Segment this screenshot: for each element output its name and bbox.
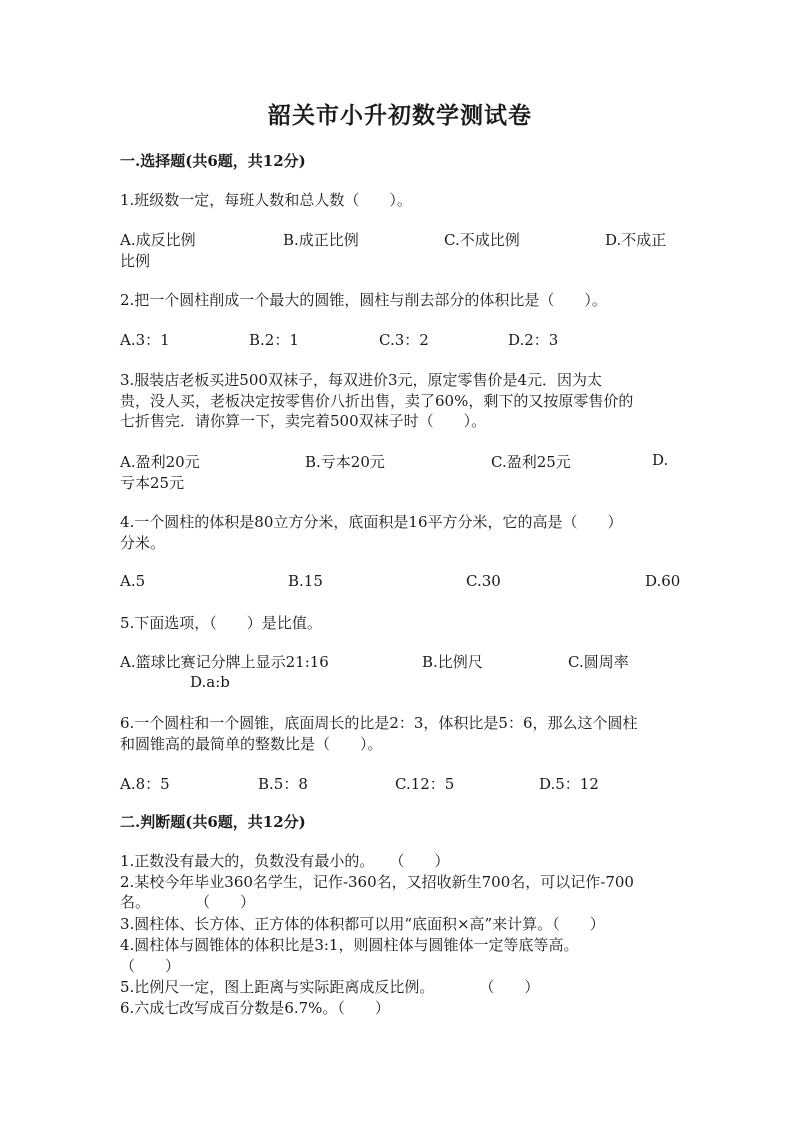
section-heading-judgement: 二.判断题(共6题，共12分) (120, 813, 306, 831)
question-6-line-2: 和圆锥高的最简单的整数比是（ ）。 (120, 735, 383, 753)
question-5-option-a: A.篮球比赛记分牌上显示21:16 (120, 653, 329, 671)
question-1-option-c: C.不成比例 (444, 231, 520, 249)
judgement-line: （ ） (120, 957, 181, 975)
question-1-option-d: D.不成正 (605, 231, 667, 249)
question-5-option-d: D.a:b (190, 673, 230, 691)
question-4-line-1: 4.一个圆柱的体积是80立方分米，底面积是16平方分米，它的高是（ ） (120, 513, 623, 531)
question-3-option-a: A.盈利20元 (120, 453, 200, 471)
question-4-option-c: C.30 (466, 572, 501, 590)
question-2-option-c: C.3：2 (379, 331, 429, 349)
question-3-line-3: 七折售完．请你算一下，卖完着500双袜子时（ ）。 (120, 412, 487, 430)
question-6-line-1: 6.一个圆柱和一个圆锥，底面周长的比是2：3，体积比是5：6，那么这个圆柱 (120, 714, 638, 732)
question-1-option-a: A.成反比例 (120, 231, 196, 249)
question-4-option-d: D.60 (645, 572, 681, 590)
question-1-text: 1.班级数一定，每班人数和总人数（ ）。 (120, 191, 412, 209)
judgement-line: 3.圆柱体、长方体、正方体的体积都可以用“底面积×高”来计算。（ ） (120, 915, 605, 933)
question-6-option-a: A.8：5 (120, 775, 170, 793)
question-2-option-a: A.3：1 (120, 331, 170, 349)
question-3-line-2: 贵，没人买，老板决定按零售价八折出售，卖了60%，剩下的又按原零售价的 (120, 392, 634, 410)
question-4-option-b: B.15 (288, 572, 323, 590)
question-5-text: 5.下面选项，（ ）是比值。 (120, 614, 322, 632)
exam-title: 韶关市小升初数学测试卷 (268, 102, 532, 129)
judgement-line: 名。 （ ） (120, 893, 256, 911)
question-5-option-b: B.比例尺 (422, 653, 483, 671)
question-6-option-c: C.12：5 (395, 775, 455, 793)
question-1-option-b: B.成正比例 (283, 231, 359, 249)
question-3-option-c: C.盈利25元 (491, 453, 571, 471)
question-3-option-b: B.亏本20元 (305, 453, 385, 471)
judgement-line: 6.六成七改写成百分数是6.7%。（ ） (120, 999, 390, 1017)
question-4-option-a: A.5 (120, 572, 146, 590)
question-5-option-c: C.圆周率 (568, 653, 629, 671)
question-1-option-d-wrap: 比例 (120, 252, 151, 270)
judgement-line: 5.比例尺一定，图上距离与实际距离成反比例。 （ ） (120, 978, 540, 996)
question-4-line-2: 分米。 (120, 534, 166, 552)
question-2-text: 2.把一个圆柱削成一个最大的圆锥，圆柱与削去部分的体积比是（ ）。 (120, 291, 607, 309)
question-6-option-b: B.5：8 (258, 775, 308, 793)
judgement-line: 2.某校今年毕业360名学生，记作-360名，又招收新生700名，可以记作-700 (120, 873, 634, 891)
judgement-line: 1.正数没有最大的，负数没有最小的。 （ ） (120, 852, 450, 870)
judgement-line: 4.圆柱体与圆锥体的体积比是3:1，则圆柱体与圆锥体一定等底等高。 (120, 936, 579, 954)
question-3-option-d: D. (652, 451, 669, 469)
question-2-option-d: D.2：3 (508, 331, 559, 349)
question-3-line-1: 3.服装店老板买进500双袜子，每双进价3元，原定零售价是4元．因为太 (120, 371, 603, 389)
question-3-option-d-wrap: 亏本25元 (120, 474, 185, 492)
section-heading-choice: 一.选择题(共6题，共12分) (120, 152, 306, 170)
question-2-option-b: B.2：1 (249, 331, 299, 349)
question-6-option-d: D.5：12 (539, 775, 599, 793)
